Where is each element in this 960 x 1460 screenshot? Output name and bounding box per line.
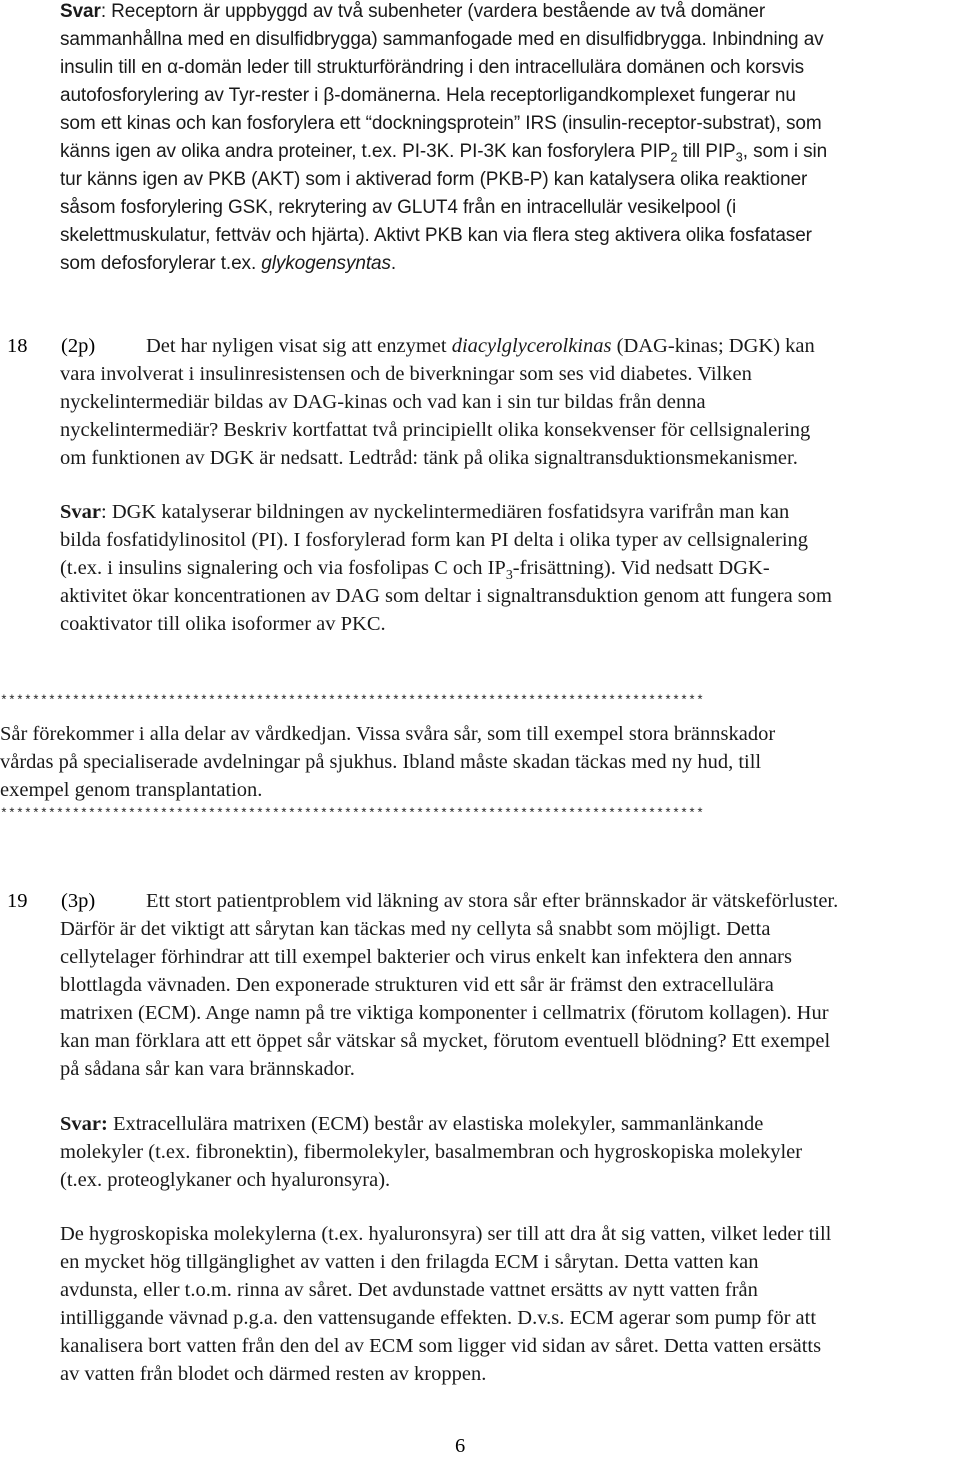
answer-19-p2-line-3: avdunsta, eller t.o.m. rinna av såret. Det avdunstade vattnet ersätts av nytt vatten från (60, 1279, 758, 1301)
answer-17-line-10: som defosforylerar t.ex. glykogensyntas. (60, 253, 397, 274)
answer-19-line-3: (t.ex. proteoglykaner och hyaluronsyra). (60, 1169, 391, 1191)
question-18-line-4: nyckelintermediär? Beskriv kortfattat två principiellt olika konsekvenser för cellsignalering (60, 419, 811, 441)
page-number: 6 (455, 1435, 466, 1457)
answer-18-line-3: (t.ex. i insulins signalering och via fosfolipas C och $IP_3-frisättning$). Vid nedsatt DGK- (60, 557, 770, 583)
answer-17-line-4: autofosforylering av Tyr-rester i β-domänerna. Hela receptorligandkomplexet fungerar nu (60, 85, 796, 106)
answer-17-line-1: Svar: Receptorn är uppbyggd av två subenheter (vardera bestående av två domäner (60, 1, 766, 22)
answer-17-line-3: insulin till en α-domän leder till strukturförändring i den intracellulära domänen och korsvis (60, 57, 805, 78)
question-18-line-2: vara involverat i insulinresistensen och de biverkningar som ses vid diabetes. Vilken (60, 363, 752, 385)
question-19-line-5: matrixen (ECM). Ange namn på tre viktiga komponenter i cellmatrix (förutom kollagen). Hur (60, 1002, 829, 1024)
note-line-1: Sår förekommer i alla delar av vårdkedjan. Vissa svåra sår, som till exempel stora brännskador (0, 723, 776, 745)
question-18-line-5: om funktionen av DGK är nedsatt. Ledtråd: tänk på olika signaltransduktionsmekanismer. (60, 447, 798, 469)
answer-17-line-8: såsom fosforylering GSK, rekrytering av GLUT4 från en intracellulär vesikelpool (i (60, 197, 737, 218)
separator-bottom: **************************************************************************************** (0, 806, 705, 821)
answer-18-line-1: Svar: DGK katalyserar bildningen av nyckelintermediären fosfatidsyra varifrån man kan (60, 501, 790, 523)
question-19 (60, 887, 838, 1083)
answer-17-line-9: skelettmuskulatur, fettväv och hjärta). Aktivt PKB kan via flera steg aktivera olika fosfataser (60, 225, 812, 246)
answer-19-p2-line-2: en mycket hög tillgänglighet av vatten i den frilagda ECM i sårytan. Detta vatten kan (60, 1251, 759, 1273)
answer-18 (60, 498, 832, 638)
question-18 (60, 332, 815, 472)
question-18-points: (2p) (61, 335, 96, 357)
answer-19-p2-line-1: De hygroskopiska molekylerna (t.ex. hyaluronsyra) ser till att dra åt sig vatten, vilket leder till (60, 1223, 832, 1245)
answer-19-p2-line-6: av vatten från blodet och därmed resten av kroppen. (60, 1363, 487, 1385)
answer-18-line-2: bilda fosfatidylinositol (PI). I fosforylerad form kan PI delta i olika typer av cellsignalering (60, 529, 809, 551)
question-18-line-3: nyckelintermediär bildas av DAG-kinas och vad kan i sin tur bildas från denna (60, 391, 706, 413)
separator-top: **************************************************************************************** (0, 693, 705, 708)
answer-label: Svar (60, 1, 101, 22)
question-19-line-1: Ett stort patientproblem vid läkning av stora sår efter brännskador är vätskeförluster. (146, 890, 839, 912)
note (0, 720, 775, 804)
answer-18-line-4: aktivitet ökar koncentrationen av DAG som deltar i signaltransduktion genom att fungera som (60, 585, 832, 607)
answer-18-line-5: coaktivator till olika isoformer av PKC. (60, 613, 386, 635)
answer-19-p2-line-5: kanalisera bort vatten från den del av ECM som ligger vid sidan av såret. Detta vatten ersätts (60, 1335, 822, 1357)
answer-17-line-5: som ett kinas och kan fosforylera ett “dockningsprotein” IRS (insulin-receptor-substrat), som (60, 113, 822, 134)
question-18-line-1: Det har nyligen visat sig att enzymet diacylglycerolkinas (DAG-kinas; DGK) kan (146, 335, 815, 357)
answer-19-p2-line-4: intilliggande vävnad p.g.a. den vattensugande effekten. D.v.s. ECM agerar som pump för att (60, 1307, 817, 1329)
question-19-line-6: kan man förklara att ett öppet sår vätskar så mycket, förutom eventuell blödning? Ett exempel (60, 1030, 831, 1052)
answer-19 (60, 1110, 802, 1194)
answer-label: Svar (60, 501, 101, 523)
question-19-line-7: på sådana sår kan vara brännskador. (60, 1058, 355, 1080)
answer-label: Svar: (60, 1113, 108, 1135)
question-19-line-2: Därför är det viktigt att sårytan kan täckas med ny cellyta så snabbt som möjligt. Detta (60, 918, 771, 940)
answer-17-line-7: tur känns igen av PKB (AKT) som i aktiverad form (PKB-P) kan katalysera olika reaktioner (60, 169, 808, 190)
note-line-3: exempel genom transplantation. (0, 779, 263, 801)
question-19-line-4: blottlagda vävnaden. Den exponerade strukturen vid ett sår är främst den extracellulära (60, 974, 774, 996)
answer-17-line-6: känns igen av olika andra proteiner, t.ex. PI-3K. PI-3K kan fosforylera $PIP_2$ till $PIP_3$, som i sin (60, 141, 828, 165)
answer-19-line-1: Svar: Extracellulära matrixen (ECM) består av elastiska molekyler, sammanlänkande (60, 1113, 764, 1135)
question-19-line-3: cellytelager förhindrar att till exempel bakterier och virus enkelt kan infektera den annars (60, 946, 792, 968)
answer-17-line-2: sammanhållna med en disulfidbrygga) sammanfogade med en disulfidbrygga. Inbindning av (60, 29, 824, 50)
answer-17 (60, 0, 827, 278)
question-18-number: 18 (7, 335, 28, 357)
question-19-points: (3p) (61, 890, 96, 912)
note-line-2: vårdas på specialiserade avdelningar på sjukhus. Ibland måste skadan täckas med ny hud, till (0, 751, 762, 773)
answer-19-line-2: molekyler (t.ex. fibronektin), fibermolekyler, basalmembran och hygroskopiska molekyler (60, 1141, 803, 1163)
answer-19-paragraph-2 (60, 1220, 831, 1388)
question-19-number: 19 (7, 890, 28, 912)
